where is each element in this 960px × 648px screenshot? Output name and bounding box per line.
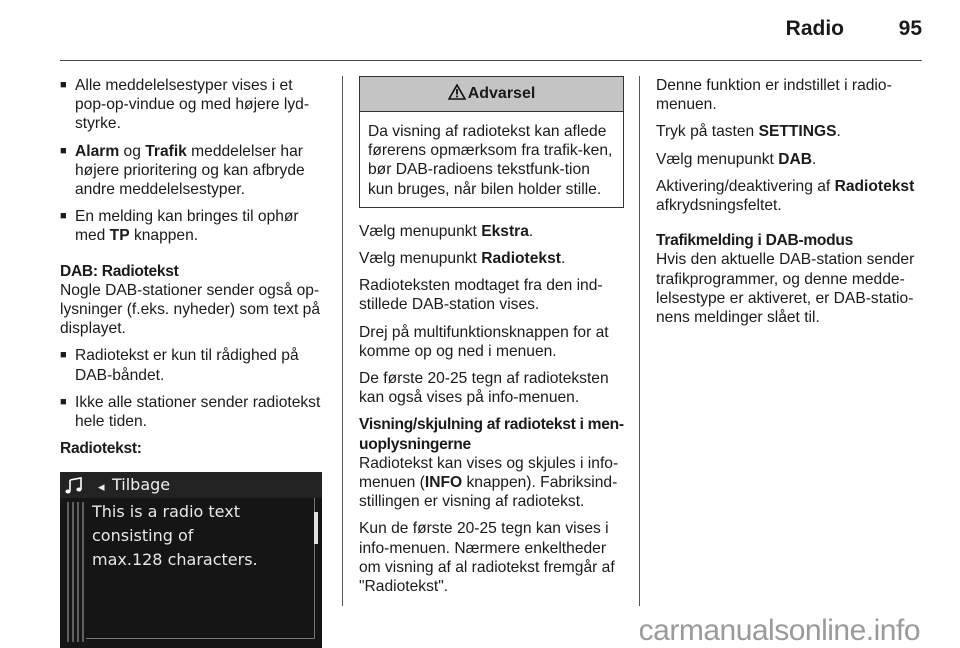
list-item: ■ En melding kan bringes til ophør med TP knappen. [60, 208, 299, 245]
list-item: ■ Alarm og Trafik meddelelser har højere prioritering og kan afbryde andre meddelelsestyper. [60, 142, 305, 199]
section-heading: Visning/skjulning af radiotekst i men-uoplysningerne [359, 416, 624, 453]
paragraph: Drej på multifunktionsknappen for at komme op og ned i menuen. [359, 323, 609, 360]
list-item: ■ Alle meddelelsestyper vises i et pop-op-vindue og med højere lyd-styrke. [60, 77, 310, 133]
column-divider [342, 76, 343, 606]
list-item: ■ Ikke alle stationer sender radiotekst hele tiden. [60, 393, 321, 431]
page-number: 95 [898, 17, 922, 40]
list-item: ■ Radiotekst er kun til rådighed på DAB-båndet. [60, 347, 299, 384]
scrollbar [314, 512, 318, 544]
section-heading: Trafikmelding i DAB-modus [656, 232, 853, 250]
warning-title: Advarsel [360, 77, 623, 112]
back-arrow-icon: ◂ [98, 479, 105, 495]
paragraph: Nogle DAB-stationer sender også op-lysninger (f.eks. nyheder) som text på displayet. [60, 281, 321, 338]
radio-text: This is a radio text consisting of max.128 characters. [92, 502, 258, 570]
paragraph: Hvis den aktuelle DAB-station sender trafikprogrammer, og denne medde-lelsestype er aktiveret, er DAB-statio-nens meldinger slået til. [656, 251, 915, 327]
paragraph: Aktivering/deaktivering af Radiotekst afkrydsningsfeltet. [656, 177, 915, 215]
paragraph: Kun de første 20-25 tegn kan vises i info-menuen. Nærmere enkeltheder om visning af al radiotekst fremgår af "Radiotekst". [359, 520, 615, 596]
paragraph: Vælg menupunkt Ekstra. [359, 222, 534, 240]
paragraph: Vælg menupunkt Radiotekst. [359, 250, 566, 268]
header-rule [60, 60, 922, 61]
paragraph: Denne funktion er indstillet i radio-menuen. [656, 77, 892, 114]
warning-body: Da visning af radiotekst kan aflede førerens opmærksom fra trafik-ken, bør DAB-radioens tekstfunk-tion kun bruges, når bilen holder stille. [368, 123, 613, 198]
back-label: Tilbage [112, 475, 171, 495]
music-note-icon [64, 476, 84, 496]
warning-box [359, 76, 624, 208]
section-heading: DAB: Radiotekst [60, 262, 179, 280]
paragraph: Radiotekst kan vises og skjules i info-menuen (INFO knappen). Fabriksind-stillingen er visning af radiotekst. [359, 454, 619, 511]
watermark: carmanualsonline.info [638, 613, 920, 647]
page-title: Radio [785, 17, 844, 40]
paragraph: Radioteksten modtaget fra den ind-stillede DAB-station vises. [359, 277, 603, 314]
column-left [60, 76, 326, 648]
column-middle [359, 76, 624, 604]
paragraph: Vælg menupunkt DAB. [656, 150, 817, 168]
column-divider [639, 76, 640, 606]
paragraph: De første 20-25 tegn af radioteksten kan også vises på info-menuen. [359, 370, 609, 407]
column-right [656, 76, 922, 335]
page-header [0, 0, 960, 62]
decorative-stripes [64, 502, 84, 642]
figure-label: Radiotekst: [60, 440, 142, 458]
radio-display-figure [60, 472, 322, 648]
paragraph: Tryk på tasten SETTINGS. [656, 123, 841, 141]
warning-triangle-icon [448, 84, 466, 100]
